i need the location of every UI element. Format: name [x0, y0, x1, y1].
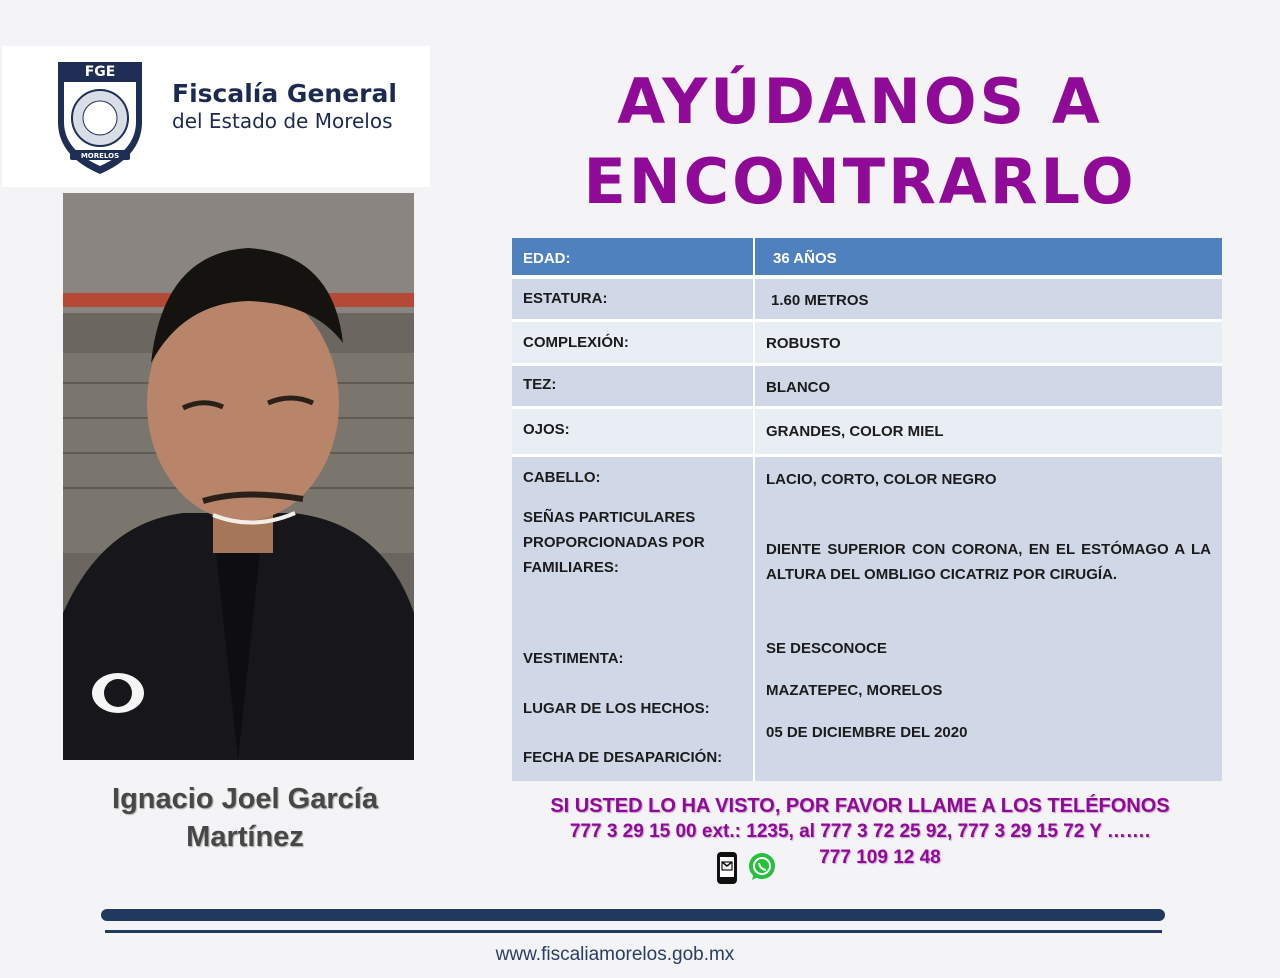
contact-phone-last: 777 109 12 48 [819, 847, 941, 868]
row-details-values [755, 457, 1222, 781]
badge-acronym: FGE [84, 64, 116, 80]
senas-value: DIENTE SUPERIOR CON CORONA, EN EL ESTÓMAGO A LA ALTURA DEL OMBLIGO CICATRIZ POR CIRUGÍA. [766, 541, 1211, 583]
org-name [172, 79, 397, 133]
lugar-value: MAZATEPEC, MORELOS [766, 682, 943, 699]
row-complexion-value: ROBUSTO [755, 322, 1222, 363]
website-link[interactable]: www.fiscaliamorelos.gob.mx [495, 944, 735, 965]
lugar-label: LUGAR DE LOS HECHOS: [523, 700, 710, 717]
fecha-value: 05 DE DICIEMBRE DEL 2020 [766, 724, 968, 741]
headline [520, 62, 1200, 222]
vestimenta-value: SE DESCONOCE [766, 640, 887, 657]
row-details-labels [512, 457, 753, 781]
footer-divider-thin [105, 930, 1162, 933]
fecha-label: FECHA DE DESAPARICIÓN: [523, 749, 723, 766]
whatsapp-icon [749, 853, 775, 880]
row-complexion-label: COMPLEXIÓN: [512, 322, 753, 363]
description-table [512, 238, 1222, 781]
row-ojos-value: GRANDES, COLOR MIEL [755, 409, 1222, 454]
row-ojos-label: OJOS: [512, 409, 753, 454]
person-name [60, 780, 430, 856]
person-name-line2: Martínez [186, 821, 304, 853]
row-edad-value: 36 AÑOS [755, 238, 1222, 275]
row-tez-label: TEZ: [512, 366, 753, 406]
phone-icon [717, 852, 737, 884]
headline-line2: ENCONTRARLO [583, 145, 1137, 218]
cabello-value: LACIO, CORTO, COLOR NEGRO [766, 471, 997, 488]
headline-line1: AYÚDANOS A [617, 65, 1103, 138]
vestimenta-label: VESTIMENTA: [523, 650, 624, 667]
org-name-line1: Fiscalía General [172, 79, 397, 108]
row-estatura-label: ESTATURA: [512, 279, 753, 319]
footer-divider-thick [101, 909, 1165, 921]
portrait-illustration [63, 193, 414, 760]
cabello-label: CABELLO: [523, 469, 601, 486]
row-estatura-value: 1.60 METROS [755, 279, 1222, 319]
contact-callout [510, 793, 1210, 871]
row-tez-value: BLANCO [755, 366, 1222, 406]
senas-label: SEÑAS PARTICULARES PROPORCIONADAS POR FAMILIARES: [523, 509, 705, 576]
person-name-line1: Ignacio Joel García [112, 783, 378, 815]
missing-person-photo [63, 193, 414, 760]
contact-line1: SI USTED LO HA VISTO, POR FAVOR LLAME A LOS TELÉFONOS [550, 795, 1170, 817]
row-edad-label: EDAD: [512, 238, 753, 275]
contact-icons [714, 850, 786, 886]
fge-logo-block [2, 46, 430, 187]
contact-phones: 777 3 29 15 00 ext.: 1235, al 777 3 72 25 92, 777 3 29 15 72 Y ……. [569, 821, 1151, 842]
org-name-line2: del Estado de Morelos [172, 109, 393, 133]
fge-badge-logo [50, 56, 150, 178]
badge-state: MORELOS [80, 152, 120, 160]
